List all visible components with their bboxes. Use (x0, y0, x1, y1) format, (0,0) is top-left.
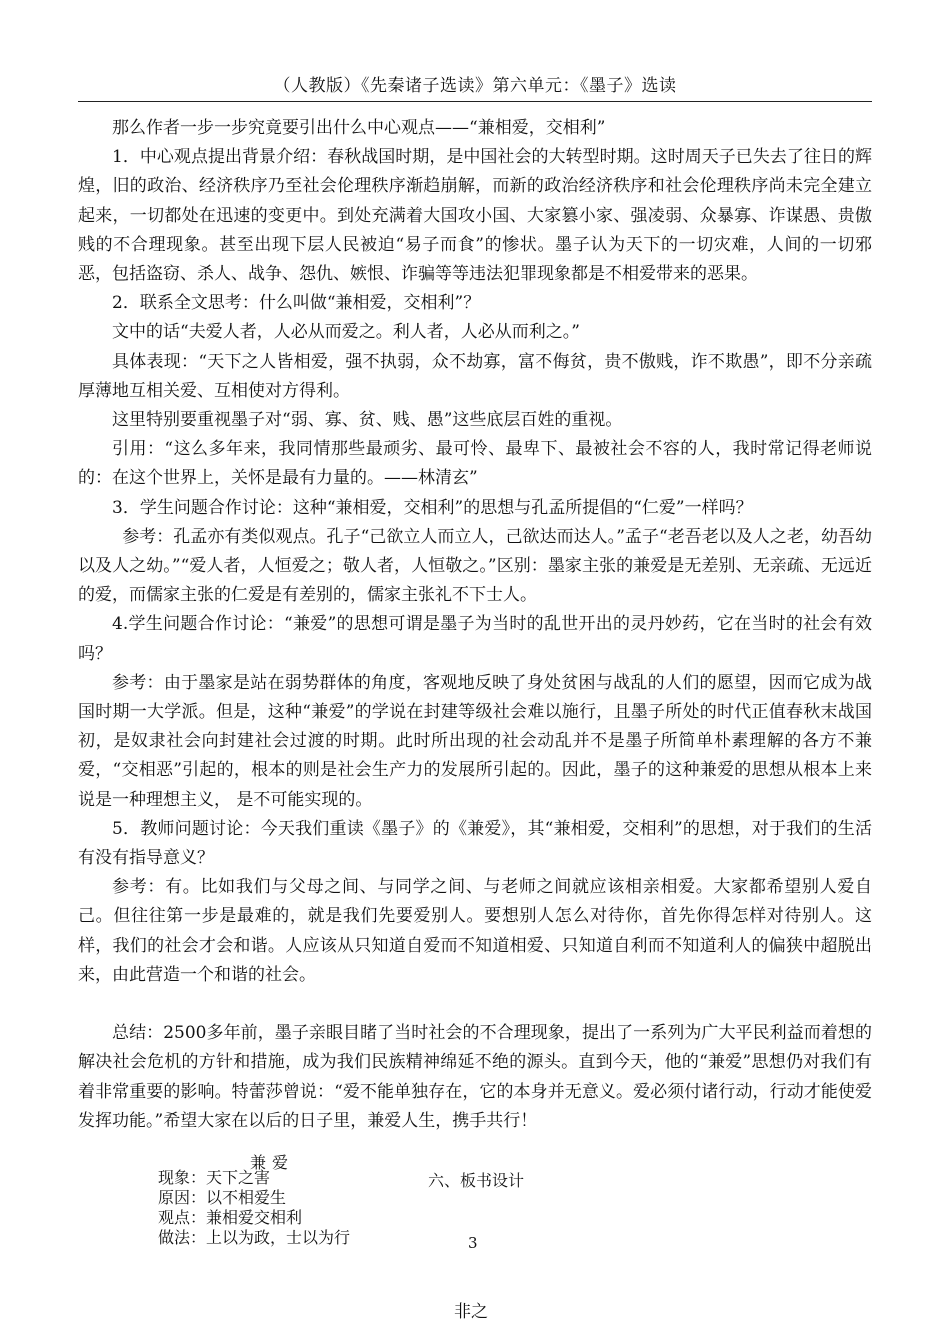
question-5: 5．教师问题讨论：今天我们重读《墨子》的《兼爱》，其“兼相爱，交相利”的思想，对于我们的生活有没有指导意义？ (78, 818, 872, 869)
reference-3: 参考：孔孟亦有类似观点。孔子“己欲立人而立人，己欲达而达人。”孟子“老吾老以及人之老，幼吾幼以及人之幼。”“爱人者，人恒爱之；敬人者，人恒敬之。”区别：墨家主张的兼爱是无差别、无亲疏、无远近的爱，而儒家主张的仁爱是有差别的，儒家主张礼不下士人。 (78, 526, 872, 606)
page-header: （人教版）《先秦诸子选读》第六单元：《墨子》选读 (78, 74, 872, 102)
reference-4: 参考：由于墨家是站在弱势群体的角度，客观地反映了身处贫困与战乱的人们的愿望，因而它成为战国时期一大学派。但是，这种“兼爱”的学说在封建等级社会难以施行，且墨子所处的时代正值春秋末战国初，是奴隶社会向封建社会过渡的时期。此时所出现的社会动乱并不是墨子所简单朴素理解的各方不兼爱，“交相恶”引起的，根本的则是社会生产力的发展所引起的。因此，墨子的这种兼爱的思想从根本上来说是一种理想主义， 是不可能实现的。 (78, 672, 872, 810)
board-line-phenomenon: 现象：天下之害 (158, 1168, 271, 1187)
citation-paragraph: 引用：“这么多年来，我同情那些最顽劣、最可怜、最卑下、最被社会不容的人，我时常记得老师说的：在这个世界上，关怀是最有力量的。——林清玄” (78, 439, 872, 489)
page-number: 3 (468, 1234, 478, 1252)
quote-paragraph: 文中的话“夫爱人者，人必从而爱之。利人者，人必从而利之。” (112, 322, 580, 343)
board-line-view: 观点：兼相爱交相利 (158, 1208, 303, 1227)
manifestation-paragraph: 具体表现：“天下之人皆相爱，强不执弱，众不劫寡，富不侮贫，贵不傲贱，诈不欺愚”，即不分亲疏厚薄地互相关爱、互相使对方得利。 (78, 351, 872, 401)
board-line-method: 做法：上以为政，士以为行 (158, 1228, 351, 1247)
intro-paragraph: 那么作者一步一步究竟要引出什么中心观点——“兼相爱，交相利” (112, 118, 606, 138)
board-heading: 六、板书设计 (428, 1171, 525, 1190)
background-paragraph: 1．中心观点提出背景介绍：春秋战国时期，是中国社会的大转型时期。这时周天子已失去了往日的辉煌，旧的政治、经济秩序乃至社会伦理秩序渐趋崩解，而新的政治经济秩序和社会伦理秩序尚未完全建立起来，一切都处在迅速的变更中。到处充满着大国攻小国、大家篡小家、强凌弱、众暴寡、诈谋愚、贵傲贱的不合理现象。甚至出现下层人民被迫“易子而食”的惨状。墨子认为天下的一切灾难，人间的一切邪恶，包括盗窃、杀人、战争、怨仇、嫉恨、诈骗等等违法犯罪现象都是不相爱带来的恶果。 (78, 147, 872, 285)
question-4: 4.学生问题合作讨论：“兼爱”的思想可谓是墨子为当时的乱世开出的灵丹妙药，它在当时的社会有效吗？ (78, 614, 872, 664)
document-body (78, 114, 872, 1136)
emphasis-paragraph: 这里特别要重视墨子对“弱、寡、贫、贱、愚”这些底层百姓的重视。 (112, 410, 623, 431)
spacer (78, 990, 872, 1019)
reference-5: 参考：有。比如我们与父母之间、与同学之间、与老师之间就应该相亲相爱。大家都希望别人爱自己。但往往第一步是最难的，就是我们先要爱别人。要想别人怎么对待你，首先你得怎样对待别人。这样，我们的社会才会和谐。人应该从只知道自爱而不知道相爱、只知道自利而不知道利人的偏狭中超脱出来，由此营造一个和谐的社会。 (78, 877, 872, 985)
summary-paragraph: 总结：2500多年前，墨子亲眼目睹了当时社会的不合理现象，提出了一系列为广大平民利益而着想的解决社会危机的方针和措施，成为我们民族精神绵延不绝的源头。直到今天，他的“兼爱”思想仍对我们有着非常重要的影响。特蕾莎曾说：“爱不能单独存在，它的本身并无意义。爱必须付诸行动，行动才能使爱发挥功能。”希望大家在以后的日子里，兼爱人生，携手共行！ (78, 1023, 872, 1131)
question-3: 3．学生问题合作讨论：这种“兼相爱，交相利”的思想与孔孟所提倡的“仁爱”一样吗？ (112, 497, 753, 518)
question-2: 2．联系全文思考：什么叫做“兼相爱，交相利”？ (112, 293, 481, 314)
board-lines (158, 1168, 350, 1248)
board-line-cause: 原因：以不相爱生 (158, 1188, 287, 1207)
board-title: 兼爱 (250, 1153, 295, 1172)
page-footer: 非之 (454, 1302, 488, 1322)
